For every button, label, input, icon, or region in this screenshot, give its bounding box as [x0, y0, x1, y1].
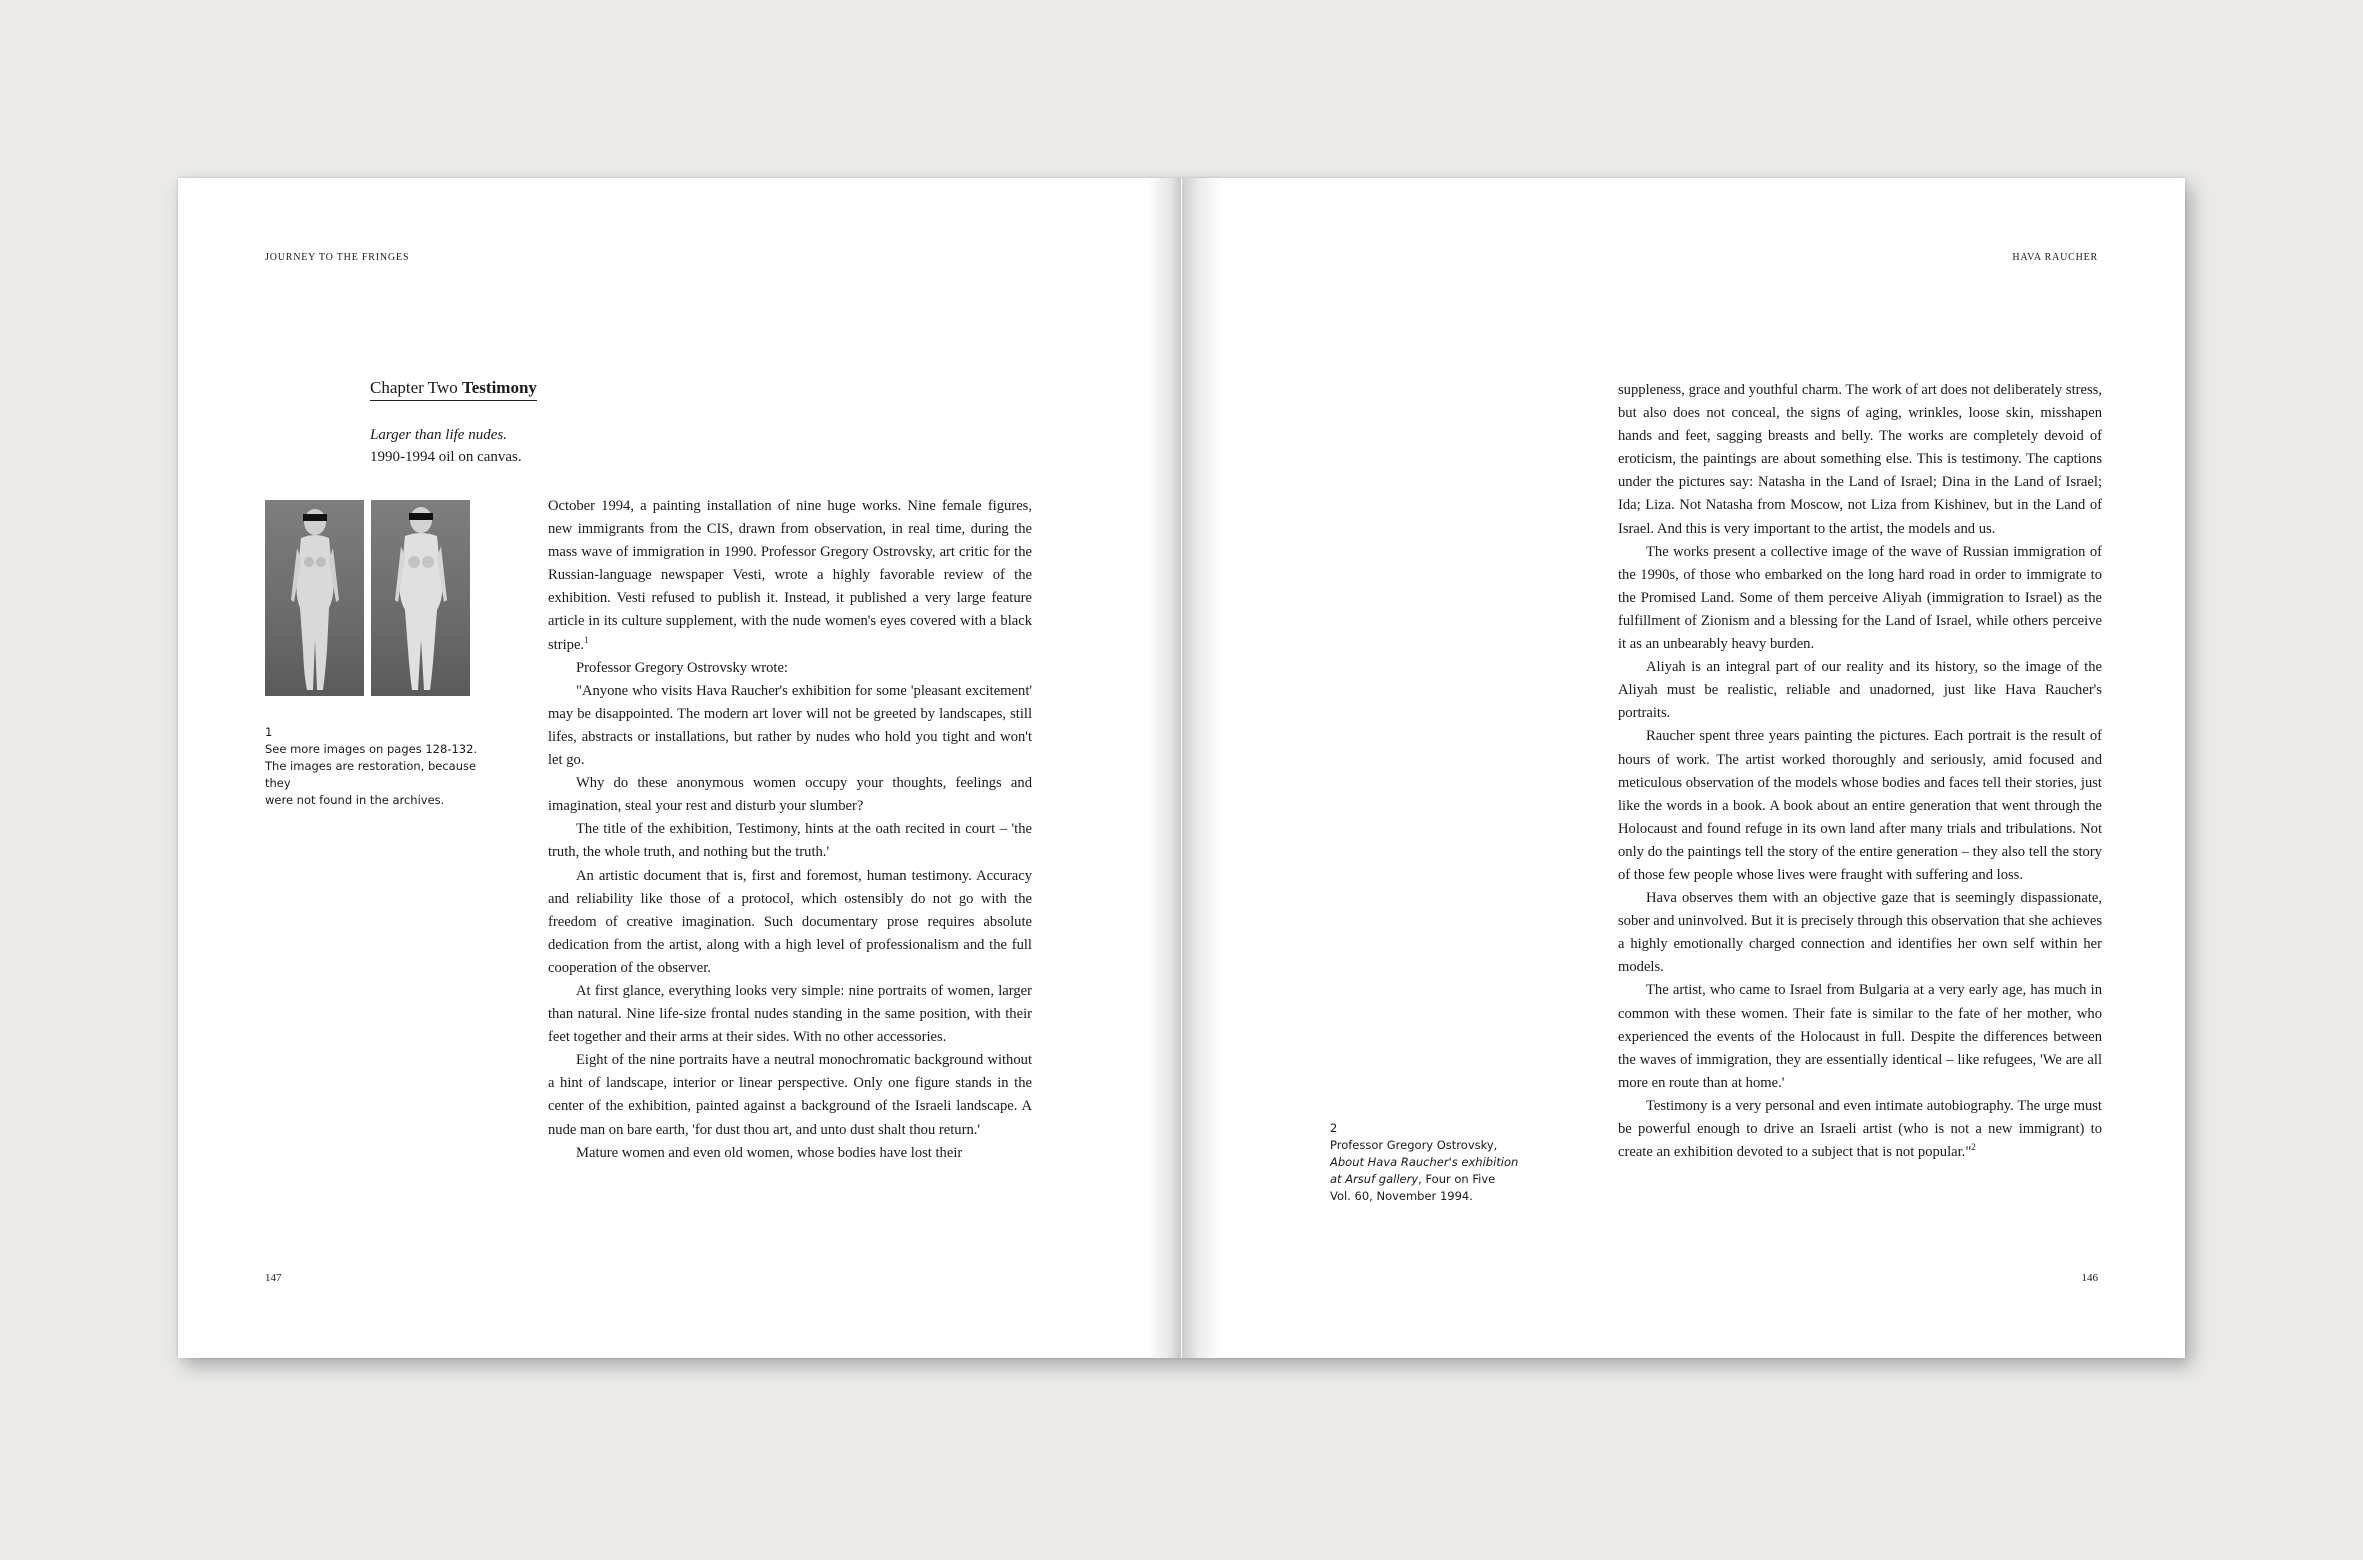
paragraph: Aliyah is an integral part of our reality and its history, so the image of the Aliyah must be realistic, reliable and unadorned, just like Hava Raucher's portraits. [1618, 659, 2102, 722]
footnote-line: were not found in the archives. [265, 793, 445, 807]
body-text-right [1618, 379, 2102, 1164]
paragraph: An artistic document that is, first and foremost, human testimony. Accuracy and reliability like those of a protocol, which ostensibly do not go with the freedom of creative imagination. Such documentary prose requires absolute dedication from the artist, along with a high level of professionalism and the full cooperation of the observer. [548, 867, 1032, 976]
left-page [178, 178, 1181, 1358]
paragraph: At first glance, everything looks very simple: nine portraits of women, larger than natural. Nine life-size frontal nudes standing in the same position, with their feet together and their arms at their sides. With no other accessories. [548, 982, 1032, 1046]
paragraph: The artist, who came to Israel from Bulgaria at a very early age, has much in common with these women. Their fate is similar to the fate of her mother, who experienced the events of the Holocaust in full. Despite the differences between the waves of immigration, they are essentially identical – like refugees, 'We are all more en route than at home.' [1618, 982, 2102, 1091]
paragraph: Eight of the nine portraits have a neutral monochromatic background without a hint of landscape, interior or linear perspective. Only one figure stands in the center of the exhibition, painted against a background of the Israeli landscape. A nude man on bare earth, 'for dust thou art, and unto dust shalt thou return.' [548, 1052, 1032, 1138]
nude-portrait-image-2 [371, 500, 470, 696]
gutter-shadow-left [1147, 178, 1181, 1358]
paragraph: Why do these anonymous women occupy your thoughts, feelings and imagination, steal your rest and disturb your slumber? [548, 775, 1032, 815]
footnote-line: Professor Gregory Ostrovsky, [1330, 1138, 1498, 1152]
paragraph: The works present a collective image of the wave of Russian immigration of the 1990s, of those who embarked on the long hard road in order to immigrate to the Promised Land. Some of them perceive Aliyah (immigration to Israel) as the fulfillment of Zionism and a blessing for the Land of Israel, while others perceive it as an unbearably heavy burden. [1618, 543, 2102, 653]
paragraph: October 1994, a painting installation of nine huge works. Nine female figures, new immigrants from the CIS, drawn from observation, in real time, during the mass wave of immigration in 1990. Professor Gregory Ostrovsky, art critic for the Russian-language newspaper Vesti, wrote a highly favorable review of the exhibition. Vesti refused to publish it. Instead, it published a very large feature article in its culture supplement, with the nude women's eyes covered with a black stripe.$^1$ [548, 498, 1032, 653]
subtitle-line-2: 1990-1994 oil on canvas. [370, 449, 522, 465]
footnote-right [1330, 1120, 1530, 1205]
footnote-line: The images are restoration, because they [265, 759, 477, 790]
footnote-line: Vol. 60, November 1994. [1330, 1189, 1473, 1203]
paragraph: Raucher spent three years painting the pictures. Each portrait is the result of hours of work. The artist worked thoroughly and seriously, amid focused and meticulous observation of the models whose bodies and faces tell their stories, just like the words in a book. A book about an entire generation that went through the Holocaust and found refuge in its own land after many trials and tribulations. Not only do the paintings tell the story of the entire generation – they also tell the story of those few people whose lives were fraught with suffering and loss. [1618, 728, 2102, 883]
gutter-shadow-right [1182, 178, 1222, 1358]
subtitle-line-1: Larger than life nudes. [370, 427, 507, 443]
footnote-line: See more images on pages 128-132. [265, 742, 478, 756]
footnote-reference: 1 [584, 634, 589, 645]
footnote-number: 2 [1330, 1121, 1338, 1135]
running-head-right: HAVA RAUCHER [2012, 252, 2098, 263]
paragraph: "Anyone who visits Hava Raucher's exhibition for some 'pleasant excitement' may be disappointed. The modern art lover will not be greeted by landscapes, still lifes, abstracts or installations, but rather by nudes who hold you tight and won't let go. [548, 682, 1032, 769]
chapter-heading [370, 378, 537, 401]
footnote-reference: 2 [1971, 1142, 1976, 1153]
book-spread [178, 178, 2185, 1358]
footnote-line: at Arsuf gallery, Four on Five [1330, 1172, 1496, 1186]
body-text-left [548, 495, 1032, 1165]
footnote-line: About Hava Raucher's exhibition [1330, 1155, 1519, 1169]
chapter-label: Chapter Two [370, 378, 462, 397]
paragraph: The title of the exhibition, Testimony, hints at the oath recited in court – 'the truth, the whole truth, and nothing but the truth.' [548, 821, 1032, 861]
paragraph: Hava observes them with an objective gaze that is seemingly dispassionate, sober and uninvolved. But it is precisely through this observation that she achieves a highly emotionally charged connection and identifies her own self within her models. [1618, 890, 2102, 976]
running-head-left: JOURNEY TO THE FRINGES [265, 252, 410, 263]
footnote-left [265, 724, 495, 809]
nude-portrait-image-1 [265, 500, 364, 696]
chapter-title: Testimony [461, 378, 537, 397]
page-number-right: 146 [2081, 1272, 2098, 1284]
paragraph: Mature women and even old women, whose bodies have lost their [576, 1144, 963, 1161]
page-number-left: 147 [265, 1272, 282, 1284]
paragraph: Testimony is a very personal and even intimate autobiography. The urge must be powerful enough to drive an Israeli artist (who is not a new immigrant) to create an exhibition devoted to a subject that is not popular."$^2$ [1618, 1097, 2102, 1161]
footnote-number: 1 [265, 725, 273, 739]
right-page [1182, 178, 2185, 1358]
paragraph: Professor Gregory Ostrovsky wrote: [576, 659, 788, 676]
paragraph: suppleness, grace and youthful charm. The work of art does not deliberately stress, but also does not conceal, the signs of aging, wrinkles, loose skin, misshapen hands and feet, sagging breasts and belly. The works are completely devoid of eroticism, the paintings are about something else. This is testimony. The captions under the pictures say: Natasha in the Land of Israel; Dina in the Land of Israel; Ida; Liza. Not Natasha from Moscow, not Liza from Kishinev, but in the Land of Israel. And this is very important to the artist, the models and us. [1618, 382, 2102, 537]
chapter-subtitle [370, 424, 522, 468]
